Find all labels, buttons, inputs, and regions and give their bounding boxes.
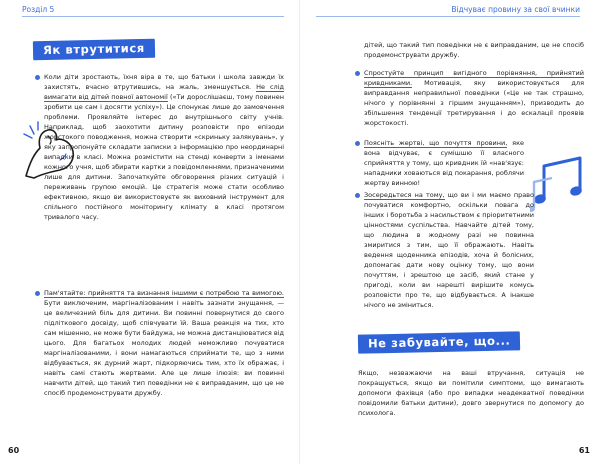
running-head-left: Розділ 5 [22,5,55,14]
continuation-paragraph: дітей, що такий тип поведінки не є виправданим, це не спосіб продемонструвати дружбу. [364,41,584,59]
music-notes-icon [530,148,594,214]
paragraph-remember-text: Бути виключеним, маргіналізованим і навіть зазнати знущання, — це величезний біль для дитини. Ви повинні повернутися до свого підліткового досвіду, щоб співчувати їй. Ваша реакція на тих, хто сам мішенню, не може бути байдужа, не можна дистанціюватися від цього. Для багатьох молодих людей неможливо почуватися маргіналізованими, і вони намагаються сприймати те, що з ними відбувається, як дурний жарт, підкоряючись тим, хто їх ображає, і навіть самі стають жертвами. Але це лише ілюзія: ви повинні навчити дітей, що такий тип поведінки не є виправданим, що це не спосіб продемонструвати дружбу. [44,299,284,397]
paragraph-autonomy [44,72,284,222]
paragraph-autonomy-text-a: Коли діти зростають, їхня віра в те, що батьки і школа завжди їх захистять, вчасно втрутившись, на жаль, зменшується. [44,73,284,91]
bullet-comparison-text: Мотивація, яку використовується для виправдання неправильної поведінки («Це не так страшно, нічого у порівнянні з гіршим знущанням»), призводить до збільшення тенденції третирування і до ескалації проявів жорстокості. [364,79,584,127]
highlight-guilt: Поясніть жертві, що почуття провини, [364,139,508,147]
highlight-comparison: Спростуйте принцип вигідного порівняння, прийнятий кривдниками. [364,69,584,87]
highlight-acceptance: Пам'ятайте: прийняття та визнання іншими є потребою та вимогою. [44,289,284,297]
bullet-guilt-text: яке вона відчуває, є сумішшю її власного сприйняття у тому, що кривдник їй «нав'язує: нападники ховаються від покарання, роблячи жертву винною! [364,139,524,187]
section-title-remember: Не забувайте, що... [358,331,521,353]
section-title-intervene: Як втрутитися [33,39,155,61]
bullet-guilt [364,138,524,188]
bullet-focus [364,190,534,310]
bullet-comparison [364,68,584,128]
paragraph-remember [44,288,284,398]
bullet-focus-text: що ви і ми маємо право почуватися комфортно, оскільки повага до інших і боротьба з насильством є пріоритетними цінностями суспільства. Навчайте дітей тому, що людина в жодному разі не повинна змиритися з тим, що її ображають. Навіть ведення щоденника епізодів, хоча й болісних, допомагає дати нову оцінку тому, що вони почуттям, і зрештою це засіб, який стане у пригоді, коли ви нарешті вирішите комусь розповісти про те, що відбувається. А інакше нічого не зміниться. [364,191,534,309]
running-head-right: Відчуває провину за свої вчинки [451,5,580,14]
page-number-right: 61 [578,446,590,455]
right-page [300,0,600,464]
header-rule-right [316,16,580,17]
page-number-left: 60 [8,446,20,455]
closing-paragraph: Якщо, незважаючи на ваші втручання, ситуація не покращується, якщо ви помітили симптоми, що вимагають допомоги фахівця (або про випадки неадекватної поведінки повідомили батьки дитини), довго звернутися по допомогу до психолога. [358,369,584,417]
header-rule-left [22,16,284,17]
highlight-autonomy: Не слід вимагати від дітей повної автономії [44,83,284,101]
paragraph-autonomy-text-b: («Ти дорослішаєш, тому повинен зробити це сам і досягти успіху»). Це спонукає лише до замовчення проблеми. Проявляйте інтерес до внутрішнього світу учнів. Наприклад, щоб заохотити дитину розповісти про епізоди жорстокого поводження, можна створити «скриньку залякувань», у яку запропонуйте складати записки з інформацією про неординарні випадки в класі. Можна розмістити на стенді конверти з іменами кожного учня, щоб збирати картки з повідомленнями, призначеними лише для дитини. Започаткуйте обговорення різних ситуацій і переживань групою емоцій. Це стратегія може стати особливо ефективною, якщо ви використовуєте як виховний інструмент для спільного постійного моніторингу клімату в класі протягом тривалого часу. [44,93,285,221]
highlight-focus: Зосередьтеся на тому, [364,191,445,199]
